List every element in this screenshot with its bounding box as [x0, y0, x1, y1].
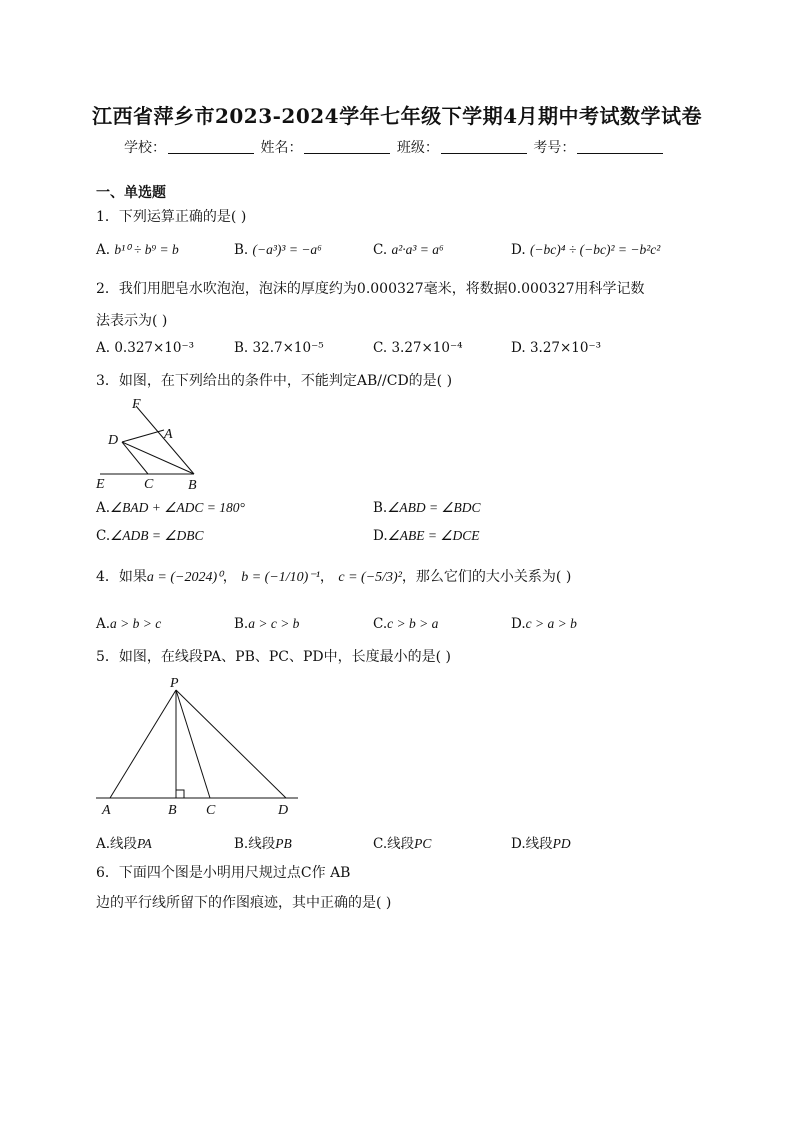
number-blank [577, 139, 663, 154]
q2-option-c: C. 3.27×10⁻⁴ [373, 340, 463, 356]
q5-figure [96, 672, 306, 822]
q5-stem: 5．如图，在线段PA、PB、PC、PD中，长度最小的是( ) [96, 649, 452, 665]
section-heading: 一、单选题 [96, 185, 166, 201]
page-title: 江西省萍乡市2023-2024学年七年级下学期4月期中考试数学试卷 [91, 104, 703, 128]
line-db [122, 442, 194, 474]
q1-option-b: B. (−a³)³ = −a⁶ [234, 242, 322, 258]
q6-stem-line2: 边的平行线所留下的作图痕迹，其中正确的是( ) [96, 895, 392, 911]
q2-stem-line1: 2．我们用肥皂水吹泡泡，泡沫的厚度约为0.000327毫米，将数据0.000327用科学记数 [96, 281, 645, 297]
q2-option-d: D. 3.27×10⁻³ [511, 340, 602, 356]
q6-stem-line1: 6．下面四个图是小明用尺规过点C作 AB [96, 865, 351, 881]
q4-option-d: D.c > a > b [511, 616, 577, 632]
q3-option-a: A.∠BAD + ∠ADC = 180° [96, 500, 245, 516]
q4-option-b: B.a > c > b [234, 616, 300, 632]
q5-option-b: B.线段PB [234, 836, 292, 852]
q4-stem: 4．如果a = (−2024)⁰， b = (−1/10)⁻¹， c = (−5/3)²，那么它们的大小关系为( ) [96, 569, 572, 585]
q1-option-c: C. a²·a³ = a⁶ [373, 242, 444, 258]
school-label: 学校： [124, 140, 166, 156]
label-f: F [132, 397, 141, 412]
label-b: B [188, 478, 197, 493]
q3-option-c: C.∠ADB = ∠DBC [96, 528, 204, 544]
label-d: D [108, 433, 119, 448]
label-a: A [102, 803, 111, 818]
q4-option-a: A.a > b > c [96, 616, 162, 632]
q4-a-definition: a = (−2024)⁰ [146, 570, 223, 585]
q4-c-definition: c = (−5/3)² [338, 570, 402, 585]
label-e: E [96, 477, 105, 492]
label-a: A [164, 427, 173, 442]
q4-option-c: C.c > b > a [373, 616, 439, 632]
q3-stem: 3．如图，在下列给出的条件中，不能判定AB//CD的是( ) [96, 373, 453, 389]
label-d: D [278, 803, 289, 818]
label-b: B [168, 803, 177, 818]
q3-option-d: D.∠ABE = ∠DCE [373, 528, 480, 544]
right-angle-mark [176, 790, 184, 798]
number-label: 考号： [533, 140, 576, 156]
segment-pa [110, 690, 176, 798]
q5-option-a: A.线段PA [96, 836, 152, 852]
line-dc [122, 442, 148, 474]
q1-option-a: A. b¹⁰ ÷ b⁹ = b [96, 242, 179, 258]
q3-option-b: B.∠ABD = ∠BDC [373, 500, 481, 516]
q5-option-c: C.线段PC [373, 836, 432, 852]
class-blank [441, 139, 527, 154]
class-label: 班级： [396, 140, 439, 156]
label-p: P [170, 676, 179, 691]
name-blank [304, 139, 390, 154]
q1-stem: 1．下列运算正确的是( ) [96, 209, 247, 225]
q2-stem-line2: 法表示为( ) [96, 313, 168, 329]
q1-option-d: D. (−bc)⁴ ÷ (−bc)² = −b²c² [511, 242, 661, 258]
line-da [122, 430, 164, 442]
label-c: C [206, 803, 216, 818]
q2-option-a: A. 0.327×10⁻³ [96, 340, 195, 356]
student-info-line [124, 137, 665, 157]
q2-option-b: B. 32.7×10⁻⁵ [234, 340, 324, 356]
label-c: C [144, 477, 154, 492]
school-blank [168, 139, 254, 154]
q5-option-d: D.线段PD [511, 836, 571, 852]
q4-b-definition: b = (−1/10)⁻¹ [241, 570, 320, 585]
name-label: 姓名： [260, 140, 303, 156]
q3-figure [96, 396, 206, 492]
